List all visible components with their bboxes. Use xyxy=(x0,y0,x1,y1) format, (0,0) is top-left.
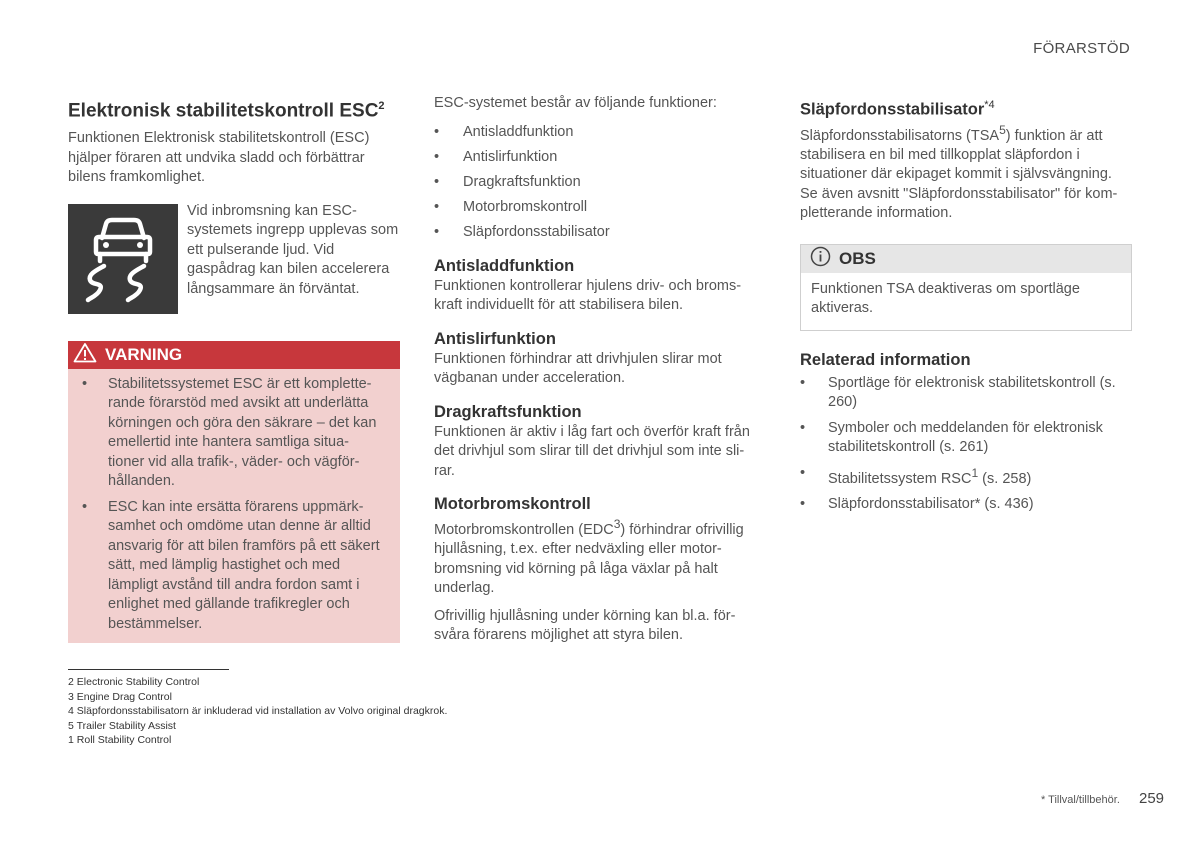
note-box xyxy=(800,244,1132,331)
warning-label: VARNING xyxy=(105,344,183,364)
note-label: OBS xyxy=(839,248,876,268)
function-item-text: Antisladdfunktion xyxy=(463,123,574,140)
section-heading: Antislirfunktion xyxy=(434,329,556,348)
function-item-text: Dragkraftsfunktion xyxy=(463,173,581,190)
title-text: Elektronisk stabilitetskontroll ESC xyxy=(68,100,379,122)
section-dragkraft xyxy=(434,401,768,482)
section-heading: Antisladdfunktion xyxy=(434,256,575,275)
text-part: ) funktion är att stabilisera en bil med tillkopplat släpfordon i situationer där ekipaget kommit i självsvängning. Se även avsnitt "Släpfordonsstabilisator" för kom- pletterande information. xyxy=(800,127,1118,222)
note-text: Funktionen TSA deaktiveras om sportläge aktiveras. xyxy=(811,280,1080,317)
list-item xyxy=(434,220,768,245)
footnote xyxy=(68,719,768,734)
accessory-note: * Tillval/tillbehör. xyxy=(1041,794,1120,806)
bullet-icon: • xyxy=(800,464,806,481)
bullet-icon: • xyxy=(800,496,806,513)
function-item-text: Antislirfunktion xyxy=(463,148,558,165)
related-link-rsc[interactable] xyxy=(828,465,1032,487)
link-page: (s. 258) xyxy=(978,470,1032,487)
bullet-icon: • xyxy=(434,173,440,190)
info-icon xyxy=(810,246,831,272)
section-text: Funktionen är aktiv i låg fart och överför kraft från det drivhjul som slirar till det drivhjul som inte sli- rar. xyxy=(434,423,750,479)
footnote-divider xyxy=(68,669,229,670)
footnote-text: Släpfordonsstabilisatorn är inkluderad vid installation av Volvo original dragkrok. xyxy=(76,705,448,717)
list-item xyxy=(434,145,768,170)
footnote xyxy=(68,690,768,705)
footnote xyxy=(68,704,768,719)
warning-list xyxy=(68,369,400,644)
intro-text: Funktionen Elektronisk stabilitetskontroll (ESC) hjälper föraren att undvika sladd och förbättrar bilens framkomlighet. xyxy=(68,130,370,186)
text-part: ) förhindrar ofrivillig hjullåsning, t.ex. efter nedväxling eller motor- bromsning vid körning på låga växlar på halt underlag. xyxy=(434,521,744,597)
function-item-text: Motorbromskontroll xyxy=(463,199,588,216)
icon-row xyxy=(68,204,400,314)
footnote-ref-5[interactable]: 5 xyxy=(999,122,1006,137)
note-body xyxy=(801,273,1131,330)
related-heading: Relaterad information xyxy=(800,350,971,369)
footnote-mark: 3 xyxy=(68,690,74,703)
warning-header xyxy=(68,341,400,369)
footnote-mark: 4 xyxy=(68,705,74,717)
list-item xyxy=(434,120,768,145)
section-motorbroms xyxy=(434,493,768,646)
section-antisladd xyxy=(434,255,768,316)
page-title xyxy=(68,94,400,123)
icon-description: Vid inbromsning kan ESC-systemets ingrepp upplevas som ett pulserande ljud. Vid gaspådrag kan bilen accelerera långsammare än förväntat. xyxy=(187,202,399,297)
bullet-icon: • xyxy=(434,224,440,241)
text-part: Släpfordonsstabilisatorns (TSA xyxy=(800,127,1000,144)
footnote xyxy=(68,733,768,748)
list-item xyxy=(434,170,768,195)
warning-item-text: ESC kan inte ersätta förarens uppmärk- samhet och omdöme utan denne är alltid ansvarig för att bilen framförs på ett säkert sätt, med lämplig hastighet och med lämpligt avstånd till andra fordon samt i enlighet med gällande trafikregler och bestämmelser. xyxy=(108,498,380,632)
footnote-text: Roll Stability Control xyxy=(76,734,172,746)
footnote-ref-4[interactable]: *4 xyxy=(984,99,995,111)
list-item xyxy=(800,495,1132,515)
related-list xyxy=(800,374,1132,515)
column-tsa xyxy=(800,94,1132,521)
list-item xyxy=(82,375,388,492)
list-item xyxy=(800,419,1132,458)
section-antislir xyxy=(434,328,768,389)
esc-skid-car-icon xyxy=(68,204,178,314)
warning-item-text: Stabilitetssystemet ESC är ett komplette- rande förarstöd med avsikt att underlätta körningen och göra den säkrare – det kan emellertid inte hantera samtliga situa- tioner vid alla trafik-, väder- och vägför- hållanden. xyxy=(108,375,377,490)
functions-list xyxy=(434,120,768,246)
bullet-icon: • xyxy=(434,123,440,140)
footnote-mark: 5 xyxy=(68,719,74,732)
bullet-icon: • xyxy=(82,498,88,515)
warning-box xyxy=(68,341,400,644)
function-item-text: Släpfordonsstabilisator xyxy=(463,224,610,241)
list-item xyxy=(82,498,388,635)
list-item xyxy=(434,195,768,220)
section-heading: Dragkraftsfunktion xyxy=(434,402,582,421)
section-heading: Motorbromskontroll xyxy=(434,495,591,514)
footnote-ref-2[interactable]: 2 xyxy=(378,100,385,112)
footnote-mark: 1 xyxy=(68,734,74,746)
footnote-text: Electronic Stability Control xyxy=(76,676,200,688)
text-part: Motorbromskontrollen (EDC xyxy=(434,521,614,538)
functions-lead: ESC-systemet består av följande funktioner: xyxy=(434,95,717,111)
footnote-text: Trailer Stability Assist xyxy=(76,719,176,732)
bullet-icon: • xyxy=(800,419,806,436)
section-text: Ofrivillig hjullåsning under körning kan bl.a. för- svåra förarens möjlighet att styra bilen. xyxy=(434,607,736,644)
tsa-text xyxy=(800,121,1132,224)
section-text xyxy=(434,515,768,599)
tsa-heading xyxy=(800,94,1132,121)
bullet-icon: • xyxy=(800,374,806,391)
bullet-icon: • xyxy=(434,148,440,165)
footnote xyxy=(68,675,768,690)
bullet-icon: • xyxy=(434,199,440,216)
related-link-sportlage[interactable]: Sportläge för elektronisk stabilitetskontroll (s. 260) xyxy=(828,374,1116,411)
note-header xyxy=(801,245,1131,273)
column-esc-intro xyxy=(68,94,400,643)
related-link-symboler[interactable]: Symboler och meddelanden för elektronisk stabilitetskontroll (s. 261) xyxy=(828,419,1103,456)
column-esc-functions xyxy=(434,94,768,646)
footnotes xyxy=(68,675,768,748)
footnote-ref-3[interactable]: 3 xyxy=(613,517,621,532)
heading-text: Släpfordonsstabilisator xyxy=(800,100,985,119)
section-text: Funktionen kontrollerar hjulens driv- och broms- kraft individuellt för att stabilisera bilen. xyxy=(434,277,742,314)
section-text: Funktionen förhindrar att drivhjulen slirar mot vägbanan under acceleration. xyxy=(434,350,722,387)
page-number: 259 xyxy=(1139,790,1165,807)
list-item xyxy=(800,464,1132,489)
footnote-text: Engine Drag Control xyxy=(76,690,172,703)
link-text: Stabilitetssystem RSC xyxy=(828,470,972,487)
related-link-slapfordon[interactable]: Släpfordonsstabilisator* (s. 436) xyxy=(828,496,1034,513)
warning-triangle-icon xyxy=(73,342,97,368)
bullet-icon: • xyxy=(82,375,88,392)
footnote-ref-1: 1 xyxy=(971,465,979,480)
footnote-mark: 2 xyxy=(68,676,74,688)
section-label: FÖRARSTÖD xyxy=(1033,40,1130,57)
list-item xyxy=(800,374,1132,413)
